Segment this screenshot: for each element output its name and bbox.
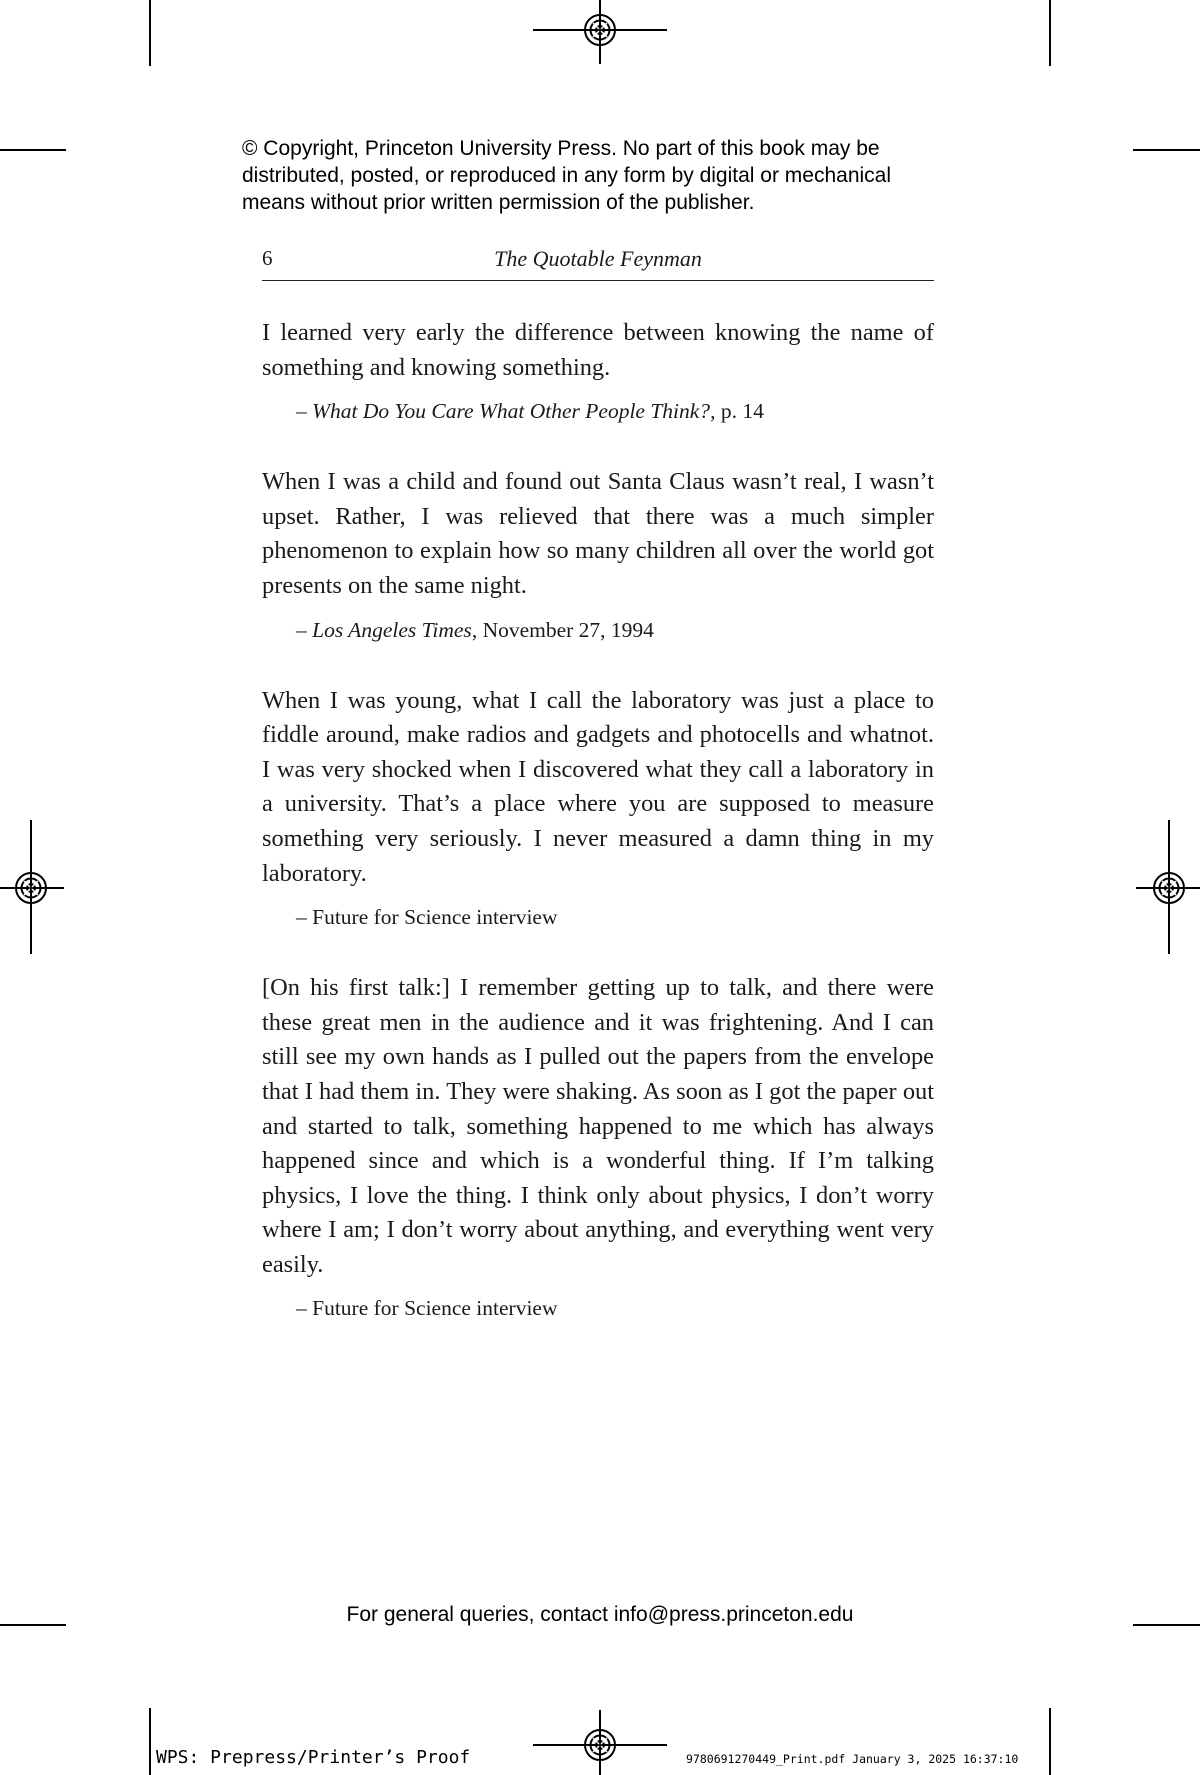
proof-file-stamp: 9780691270449_Print.pdf January 3, 2025 16:37:10 (686, 1752, 1019, 1766)
crop-mark-top-left (149, 0, 151, 66)
copyright-line: distributed, posted, or reproduced in any form by digital or mechanical (242, 164, 892, 187)
crop-mark-left-upper (0, 149, 66, 151)
quote-source (296, 395, 934, 427)
footer-contact: For general queries, contact info@press.princeton.edu (346, 1603, 854, 1626)
copyright-notice (242, 135, 962, 216)
source-detail: Future for Science interview (312, 905, 558, 930)
crop-mark-top-right (1049, 0, 1051, 66)
quote-item (262, 316, 934, 427)
registration-target-icon (583, 1728, 617, 1762)
crop-mark-bottom-right (1049, 1708, 1051, 1775)
book-title: The Quotable Feynman (494, 246, 702, 271)
quote-item (262, 465, 934, 645)
source-detail: , p. 14 (710, 399, 764, 424)
quote-text: [On his first talk:] I remember getting up to talk, and there were these great men in the audience and it was frightening. And I can still see my own hands as I pulled out the papers from the envelope that I had them in. They were shaking. As soon as I got the paper out and started to talk, something happened to me which has always happened since and which is a wonderful thing. If I’m talking physics, I love the thing. I think only about physics, I don’t worry where I am; I don’t worry about anything, and everything went very easily. (262, 974, 934, 1278)
quote-text: When I was young, what I call the laboratory was just a place to fiddle around, make radios and gadgets and photocells and whatnot. I was very shocked when I discovered what they call a laboratory in a university. That’s a place where you are supposed to measure something very seriously. I never measured a damn thing in my laboratory. (262, 686, 934, 887)
source-dash: – (296, 617, 313, 642)
quote-item (262, 971, 934, 1324)
copyright-line: means without prior written permission of the publisher. (242, 191, 755, 214)
registration-target-icon (1152, 871, 1186, 905)
crop-mark-bottom-left (149, 1708, 151, 1775)
quote-list (262, 316, 934, 1324)
quote-source (296, 614, 934, 646)
source-detail: , November 27, 1994 (471, 617, 654, 642)
registration-target-icon (14, 871, 48, 905)
source-dash: – (296, 905, 313, 930)
source-title: Los Angeles Times (312, 617, 472, 642)
registration-target-icon (583, 13, 617, 47)
running-head (262, 244, 934, 281)
source-dash: – (296, 1296, 313, 1321)
source-title: What Do You Care What Other People Think? (312, 399, 711, 424)
proof-label: WPS: Prepress/Printer’s Proof (156, 1747, 471, 1768)
page-number: 6 (262, 246, 273, 270)
source-dash: – (296, 399, 313, 424)
source-detail: Future for Science interview (312, 1296, 558, 1321)
quote-text: When I was a child and found out Santa Claus wasn’t real, I wasn’t upset. Rather, I was relieved that there was a much simpler phenomenon to explain how so many children all over the world got presents on the same night. (262, 468, 934, 599)
quote-text: I learned very early the difference between knowing the name of something and knowing something. (262, 319, 934, 381)
quote-source (296, 1292, 934, 1324)
quote-item (262, 684, 934, 934)
crop-mark-right-upper (1133, 149, 1200, 151)
copyright-line: © Copyright, Princeton University Press. No part of this book may be (242, 137, 880, 160)
quote-source (296, 901, 934, 933)
